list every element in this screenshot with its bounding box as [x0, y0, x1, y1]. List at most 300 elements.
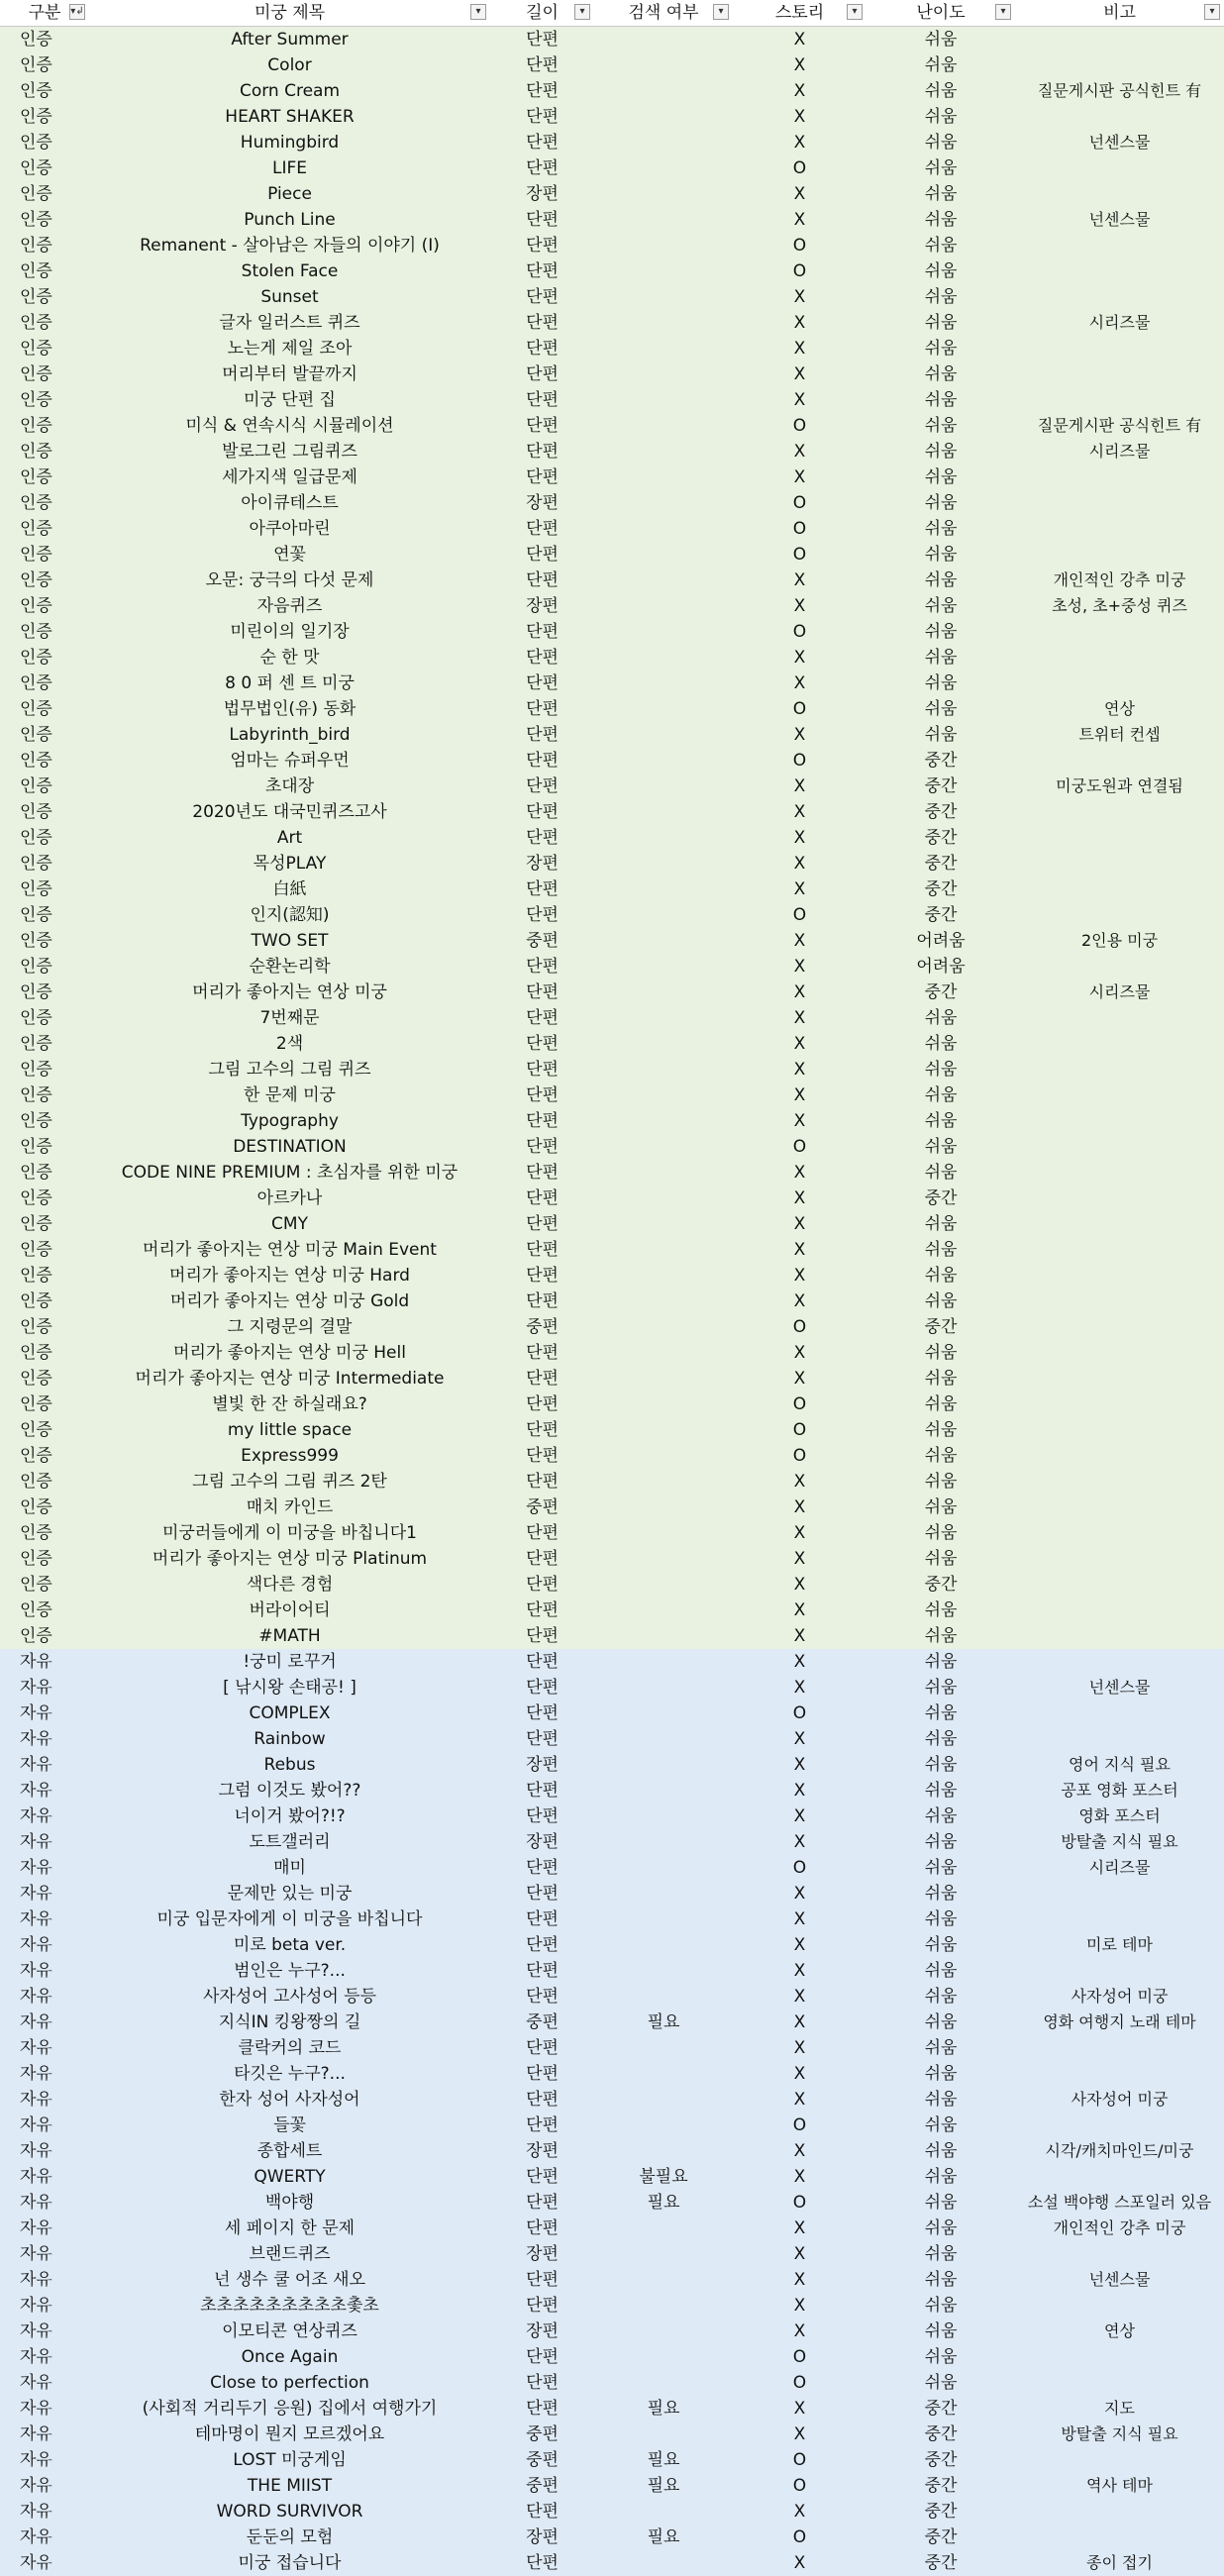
cell-length[interactable]: 단편	[526, 467, 559, 487]
cell-category[interactable]: 인증	[20, 596, 52, 616]
cell-difficulty[interactable]: 중간	[924, 1317, 958, 1337]
cell-search[interactable]	[594, 1700, 733, 1726]
cell-note[interactable]: 질문게시판 공식힌트 有	[1037, 416, 1202, 435]
table-row[interactable]	[0, 1340, 1224, 1366]
cell-note[interactable]: 질문게시판 공식힌트 有	[1037, 81, 1202, 100]
cell-note[interactable]: 개인적인 강추 미궁	[1053, 2218, 1186, 2237]
cell-story[interactable]: X	[793, 1961, 806, 1981]
cell-title[interactable]: 8 0 퍼 센 트 미궁	[225, 673, 355, 693]
cell-title[interactable]: HEART SHAKER	[225, 107, 355, 127]
cell-length[interactable]: 단편	[526, 2064, 559, 2084]
table-row[interactable]	[0, 1494, 1224, 1520]
cell-story[interactable]: O	[792, 751, 807, 771]
cell-story[interactable]: X	[793, 1781, 806, 1801]
cell-title[interactable]: Punch Line	[244, 210, 336, 230]
cell-category[interactable]: 인증	[20, 1214, 52, 1234]
table-row[interactable]	[0, 1932, 1224, 1958]
cell-difficulty[interactable]: 쉬움	[924, 2115, 958, 2135]
cell-difficulty[interactable]: 쉬움	[924, 339, 958, 359]
table-row[interactable]	[0, 593, 1224, 619]
table-row[interactable]	[0, 773, 1224, 799]
table-row[interactable]	[0, 1881, 1224, 1906]
cell-length[interactable]: 중편	[526, 2476, 559, 2496]
cell-category[interactable]: 자유	[20, 1652, 52, 1672]
table-row[interactable]	[0, 2318, 1224, 2344]
cell-note[interactable]: 넌센스물	[1088, 2270, 1151, 2289]
cell-note[interactable]: 개인적인 강추 미궁	[1053, 570, 1186, 589]
cell-category[interactable]: 인증	[20, 1137, 52, 1157]
cell-title[interactable]: Express999	[241, 1446, 339, 1466]
cell-title[interactable]: Close to perfection	[210, 2373, 369, 2393]
cell-length[interactable]: 단편	[526, 1858, 559, 1878]
cell-length[interactable]: 단편	[526, 1626, 559, 1646]
cell-search[interactable]: 필요	[647, 2193, 680, 2213]
cell-category[interactable]: 자유	[20, 1987, 52, 2007]
cell-category[interactable]: 인증	[20, 545, 52, 565]
cell-difficulty[interactable]: 쉬움	[924, 184, 958, 204]
cell-length[interactable]: 단편	[526, 236, 559, 256]
cell-title[interactable]: 미로 beta ver.	[233, 1935, 347, 1955]
cell-category[interactable]: 자유	[20, 2450, 52, 2470]
cell-story[interactable]: O	[792, 545, 807, 565]
cell-note[interactable]: 영화 여행지 노래 테마	[1043, 2012, 1196, 2031]
cell-difficulty[interactable]: 쉬움	[924, 2244, 958, 2264]
cell-difficulty[interactable]: 쉬움	[924, 210, 958, 230]
cell-difficulty[interactable]: 쉬움	[924, 467, 958, 487]
cell-search[interactable]	[594, 78, 733, 104]
cell-title[interactable]: 한자 성어 사자성어	[219, 2090, 360, 2110]
cell-difficulty[interactable]: 쉬움	[924, 1420, 958, 1440]
table-row[interactable]	[0, 670, 1224, 696]
cell-category[interactable]: 인증	[20, 81, 52, 101]
table-row[interactable]	[0, 2447, 1224, 2473]
cell-category[interactable]: 자유	[20, 2399, 52, 2419]
cell-length[interactable]: 단편	[526, 622, 559, 642]
cell-difficulty[interactable]: 쉬움	[924, 1369, 958, 1389]
cell-category[interactable]: 인증	[20, 673, 52, 693]
cell-title[interactable]: 아이큐테스트	[241, 493, 339, 513]
cell-note[interactable]	[1015, 799, 1224, 825]
cell-note[interactable]	[1015, 2061, 1224, 2087]
table-row[interactable]	[0, 902, 1224, 928]
cell-search[interactable]	[594, 645, 733, 670]
cell-title[interactable]: 색다른 경험	[246, 1575, 334, 1595]
cell-length[interactable]: 단편	[526, 1652, 559, 1672]
cell-category[interactable]: 인증	[20, 107, 52, 127]
cell-note[interactable]	[1015, 1597, 1224, 1623]
cell-title[interactable]: CMY	[271, 1214, 308, 1234]
cell-category[interactable]: 자유	[20, 2476, 52, 2496]
cell-story[interactable]: X	[793, 1729, 806, 1749]
cell-search[interactable]	[594, 2344, 733, 2370]
cell-search[interactable]	[594, 1185, 733, 1211]
cell-note[interactable]	[1015, 2241, 1224, 2267]
cell-search[interactable]	[594, 1803, 733, 1829]
table-row[interactable]	[0, 1108, 1224, 1134]
cell-note[interactable]	[1015, 27, 1224, 53]
cell-story[interactable]: X	[793, 1549, 806, 1569]
table-row[interactable]	[0, 104, 1224, 130]
cell-length[interactable]: 중편	[526, 1317, 559, 1337]
table-row[interactable]	[0, 1752, 1224, 1778]
cell-category[interactable]: 인증	[20, 1317, 52, 1337]
cell-length[interactable]: 단편	[526, 1781, 559, 1801]
cell-difficulty[interactable]: 쉬움	[924, 545, 958, 565]
cell-story[interactable]: O	[792, 261, 807, 281]
cell-story[interactable]: X	[793, 2244, 806, 2264]
cell-length[interactable]: 단편	[526, 1214, 559, 1234]
cell-length[interactable]: 단편	[526, 210, 559, 230]
cell-note[interactable]	[1015, 670, 1224, 696]
cell-category[interactable]: 인증	[20, 1008, 52, 1028]
cell-title[interactable]: 연꽃	[273, 545, 306, 565]
cell-search[interactable]	[594, 2267, 733, 2293]
cell-difficulty[interactable]: 쉬움	[924, 2218, 958, 2238]
cell-length[interactable]: 단편	[526, 648, 559, 668]
cell-category[interactable]: 자유	[20, 2373, 52, 2393]
cell-difficulty[interactable]: 쉬움	[924, 2270, 958, 2290]
table-row[interactable]	[0, 722, 1224, 748]
cell-search[interactable]	[594, 516, 733, 542]
table-row[interactable]	[0, 1005, 1224, 1031]
cell-search[interactable]	[594, 1057, 733, 1082]
cell-note[interactable]	[1015, 1494, 1224, 1520]
cell-difficulty[interactable]: 쉬움	[924, 673, 958, 693]
cell-note[interactable]	[1015, 2293, 1224, 2318]
column-header-length[interactable]	[490, 0, 594, 27]
column-header-difficulty[interactable]	[867, 0, 1015, 27]
cell-category[interactable]: 자유	[20, 1858, 52, 1878]
cell-title[interactable]: 매치 카인드	[246, 1497, 334, 1517]
cell-title[interactable]: 그림 고수의 그림 퀴즈 2탄	[192, 1472, 387, 1492]
cell-length[interactable]: 단편	[526, 1163, 559, 1183]
table-row[interactable]	[0, 696, 1224, 722]
cell-difficulty[interactable]: 쉬움	[924, 1008, 958, 1028]
cell-category[interactable]: 인증	[20, 339, 52, 359]
cell-note[interactable]	[1015, 851, 1224, 876]
cell-story[interactable]: X	[793, 2167, 806, 2187]
cell-search[interactable]: 필요	[647, 2476, 680, 2496]
cell-story[interactable]: X	[793, 982, 806, 1002]
cell-title[interactable]: 둔둔의 모험	[246, 2527, 334, 2547]
cell-title[interactable]: 머리가 좋아지는 연상 미궁 Hell	[173, 1343, 406, 1363]
cell-title[interactable]: 법무법인(유) 동화	[223, 699, 357, 719]
cell-search[interactable]	[594, 696, 733, 722]
cell-difficulty[interactable]: 쉬움	[924, 1626, 958, 1646]
table-row[interactable]	[0, 2499, 1224, 2524]
cell-note[interactable]	[1015, 1546, 1224, 1572]
cell-difficulty[interactable]: 쉬움	[924, 416, 958, 436]
cell-story[interactable]: X	[793, 2424, 806, 2444]
cell-note[interactable]	[1015, 1443, 1224, 1469]
table-row[interactable]	[0, 1185, 1224, 1211]
cell-title[interactable]: 머리가 좋아지는 연상 미궁 Hard	[169, 1266, 410, 1286]
cell-story[interactable]: X	[793, 1575, 806, 1595]
cell-title[interactable]: TWO SET	[251, 931, 329, 951]
cell-title[interactable]: 백야행	[264, 2193, 315, 2213]
cell-length[interactable]: 단편	[526, 982, 559, 1002]
table-row[interactable]	[0, 1469, 1224, 1494]
cell-length[interactable]: 단편	[526, 1369, 559, 1389]
cell-search[interactable]	[594, 1288, 733, 1314]
cell-length[interactable]: 장편	[526, 493, 559, 513]
cell-title[interactable]: Humingbird	[240, 133, 340, 153]
cell-length[interactable]: 단편	[526, 1884, 559, 1904]
cell-search[interactable]	[594, 1160, 733, 1185]
cell-title[interactable]: 미식 & 연속시식 시뮬레이션	[185, 416, 394, 436]
table-row[interactable]	[0, 490, 1224, 516]
cell-story[interactable]: O	[792, 1137, 807, 1157]
table-row[interactable]	[0, 567, 1224, 593]
cell-category[interactable]: 인증	[20, 776, 52, 796]
cell-difficulty[interactable]: 중간	[924, 854, 958, 874]
cell-story[interactable]: X	[793, 1214, 806, 1234]
cell-difficulty[interactable]: 쉬움	[924, 2090, 958, 2110]
cell-note[interactable]: 넌센스물	[1088, 133, 1151, 152]
table-row[interactable]	[0, 1778, 1224, 1803]
cell-search[interactable]	[594, 1082, 733, 1108]
cell-title[interactable]: 순 한 맛	[259, 648, 320, 668]
cell-category[interactable]: 인증	[20, 184, 52, 204]
cell-note[interactable]	[1015, 2370, 1224, 2396]
cell-search[interactable]	[594, 1005, 733, 1031]
filter-dropdown-icon[interactable]: ▾	[1204, 4, 1220, 20]
cell-length[interactable]: 장편	[526, 596, 559, 616]
table-row[interactable]	[0, 1700, 1224, 1726]
cell-length[interactable]: 단편	[526, 1549, 559, 1569]
cell-story[interactable]: X	[793, 2218, 806, 2238]
cell-difficulty[interactable]: 쉬움	[924, 236, 958, 256]
cell-category[interactable]: 인증	[20, 1060, 52, 1080]
cell-difficulty[interactable]: 쉬움	[924, 1291, 958, 1311]
cell-search[interactable]: 필요	[647, 2012, 680, 2032]
cell-story[interactable]: X	[793, 596, 806, 616]
cell-length[interactable]: 단편	[526, 1472, 559, 1492]
table-row[interactable]	[0, 2190, 1224, 2215]
cell-note[interactable]	[1015, 464, 1224, 490]
cell-search[interactable]	[594, 1726, 733, 1752]
cell-story[interactable]: X	[793, 107, 806, 127]
cell-length[interactable]: 단편	[526, 2502, 559, 2522]
table-row[interactable]	[0, 78, 1224, 104]
cell-category[interactable]: 인증	[20, 1343, 52, 1363]
table-row[interactable]	[0, 1366, 1224, 1391]
cell-title[interactable]: DESTINATION	[233, 1137, 347, 1157]
cell-title[interactable]: QWERTY	[254, 2167, 326, 2187]
cell-category[interactable]: 인증	[20, 1472, 52, 1492]
cell-category[interactable]: 인증	[20, 1600, 52, 1620]
cell-difficulty[interactable]: 중간	[924, 2476, 958, 2496]
cell-title[interactable]: Labyrinth_bird	[229, 725, 351, 745]
cell-story[interactable]: O	[792, 1858, 807, 1878]
cell-note[interactable]: 역사 테마	[1086, 2476, 1153, 2495]
cell-difficulty[interactable]: 중간	[924, 2450, 958, 2470]
cell-search[interactable]	[594, 2138, 733, 2164]
cell-category[interactable]: 인증	[20, 493, 52, 513]
cell-category[interactable]: 인증	[20, 905, 52, 925]
cell-difficulty[interactable]: 쉬움	[924, 2038, 958, 2058]
cell-category[interactable]: 인증	[20, 1369, 52, 1389]
cell-length[interactable]: 단편	[526, 1034, 559, 1054]
cell-category[interactable]: 자유	[20, 2167, 52, 2187]
cell-note[interactable]	[1015, 2112, 1224, 2138]
cell-difficulty[interactable]: 쉬움	[924, 261, 958, 281]
table-row[interactable]	[0, 825, 1224, 851]
cell-category[interactable]: 인증	[20, 1497, 52, 1517]
cell-story[interactable]: X	[793, 1806, 806, 1826]
cell-search[interactable]	[594, 310, 733, 336]
table-row[interactable]	[0, 2138, 1224, 2164]
cell-search[interactable]	[594, 413, 733, 439]
table-row[interactable]	[0, 799, 1224, 825]
cell-search[interactable]	[594, 2061, 733, 2087]
cell-difficulty[interactable]: 중간	[924, 751, 958, 771]
table-row[interactable]	[0, 2421, 1224, 2447]
table-row[interactable]	[0, 2112, 1224, 2138]
cell-story[interactable]: X	[793, 570, 806, 590]
cell-difficulty[interactable]: 쉬움	[924, 725, 958, 745]
cell-length[interactable]: 단편	[526, 1729, 559, 1749]
cell-note[interactable]	[1015, 1031, 1224, 1057]
cell-note[interactable]: 넌센스물	[1088, 210, 1151, 229]
cell-note[interactable]	[1015, 876, 1224, 902]
table-row[interactable]	[0, 258, 1224, 284]
cell-search[interactable]	[594, 2087, 733, 2112]
cell-title[interactable]: 넌 생수 쿨 어조 새오	[214, 2270, 365, 2290]
cell-note[interactable]	[1015, 2164, 1224, 2190]
cell-title[interactable]: 도트갤러리	[249, 1832, 331, 1852]
cell-note[interactable]	[1015, 1417, 1224, 1443]
cell-difficulty[interactable]: 쉬움	[924, 287, 958, 307]
cell-category[interactable]: 인증	[20, 802, 52, 822]
cell-story[interactable]: X	[793, 2064, 806, 2084]
cell-category[interactable]: 자유	[20, 2038, 52, 2058]
cell-difficulty[interactable]: 쉬움	[924, 1343, 958, 1363]
cell-search[interactable]	[594, 799, 733, 825]
table-row[interactable]	[0, 876, 1224, 902]
cell-category[interactable]: 인증	[20, 854, 52, 874]
cell-story[interactable]: O	[792, 905, 807, 925]
cell-story[interactable]: O	[792, 1703, 807, 1723]
cell-title[interactable]: Rebus	[263, 1755, 316, 1775]
cell-search[interactable]	[594, 258, 733, 284]
cell-title[interactable]: Piece	[267, 184, 312, 204]
cell-difficulty[interactable]: 쉬움	[924, 2347, 958, 2367]
table-row[interactable]	[0, 181, 1224, 207]
cell-story[interactable]: X	[793, 81, 806, 101]
cell-title[interactable]: 브랜드퀴즈	[249, 2244, 331, 2264]
cell-story[interactable]: X	[793, 1987, 806, 2007]
cell-length[interactable]: 단편	[526, 570, 559, 590]
cell-category[interactable]: 인증	[20, 570, 52, 590]
table-row[interactable]	[0, 2293, 1224, 2318]
cell-story[interactable]: X	[793, 1291, 806, 1311]
cell-search[interactable]	[594, 1237, 733, 1263]
cell-category[interactable]: 인증	[20, 1394, 52, 1414]
cell-length[interactable]: 장편	[526, 1832, 559, 1852]
cell-difficulty[interactable]: 중간	[924, 1575, 958, 1595]
cell-note[interactable]: 미궁도원과 연결됨	[1056, 776, 1183, 795]
cell-title[interactable]: 그림 고수의 그림 퀴즈	[208, 1060, 371, 1080]
cell-length[interactable]: 장편	[526, 1755, 559, 1775]
cell-length[interactable]: 단편	[526, 802, 559, 822]
cell-note[interactable]	[1015, 1623, 1224, 1649]
cell-difficulty[interactable]: 쉬움	[924, 1987, 958, 2007]
cell-search[interactable]	[594, 284, 733, 310]
table-row[interactable]	[0, 2344, 1224, 2370]
cell-note[interactable]	[1015, 1958, 1224, 1984]
table-row[interactable]	[0, 1726, 1224, 1752]
cell-difficulty[interactable]: 어려움	[916, 931, 966, 951]
cell-note[interactable]	[1015, 490, 1224, 516]
table-row[interactable]	[0, 2009, 1224, 2035]
cell-title[interactable]: 아쿠아마린	[249, 519, 331, 539]
cell-length[interactable]: 단편	[526, 2399, 559, 2419]
table-row[interactable]	[0, 1288, 1224, 1314]
cell-category[interactable]: 인증	[20, 261, 52, 281]
cell-search[interactable]: 불필요	[639, 2167, 688, 2187]
cell-story[interactable]: X	[793, 1755, 806, 1775]
cell-category[interactable]: 자유	[20, 1755, 52, 1775]
cell-title[interactable]: 초초초초초초초초초촟초	[200, 2296, 379, 2316]
cell-length[interactable]: 단편	[526, 1987, 559, 2007]
cell-note[interactable]	[1015, 336, 1224, 361]
cell-title[interactable]: 머리가 좋아지는 연상 미궁	[192, 982, 387, 1002]
cell-search[interactable]	[594, 1958, 733, 1984]
cell-length[interactable]: 중편	[526, 2012, 559, 2032]
table-row[interactable]	[0, 1417, 1224, 1443]
table-row[interactable]	[0, 2215, 1224, 2241]
cell-title[interactable]: 미궁 접습니다	[238, 2553, 342, 2573]
table-row[interactable]	[0, 2267, 1224, 2293]
cell-category[interactable]: 자유	[20, 1909, 52, 1929]
cell-title[interactable]: 머리가 좋아지는 연상 미궁 Platinum	[152, 1549, 428, 1569]
cell-story[interactable]: O	[792, 1317, 807, 1337]
cell-search[interactable]	[594, 2421, 733, 2447]
cell-length[interactable]: 단편	[526, 1446, 559, 1466]
cell-note[interactable]	[1015, 1726, 1224, 1752]
cell-difficulty[interactable]: 중간	[924, 2527, 958, 2547]
table-row[interactable]	[0, 516, 1224, 542]
table-row[interactable]	[0, 1160, 1224, 1185]
cell-note[interactable]	[1015, 1005, 1224, 1031]
cell-note[interactable]: 넌센스물	[1088, 1678, 1151, 1697]
table-row[interactable]	[0, 1211, 1224, 1237]
cell-category[interactable]: 인증	[20, 158, 52, 178]
column-header-title[interactable]	[89, 0, 490, 27]
cell-category[interactable]: 자유	[20, 2527, 52, 2547]
cell-note[interactable]	[1015, 902, 1224, 928]
cell-category[interactable]: 인증	[20, 1085, 52, 1105]
cell-title[interactable]: 2색	[275, 1034, 304, 1054]
cell-note[interactable]	[1015, 258, 1224, 284]
table-row[interactable]	[0, 1546, 1224, 1572]
cell-note[interactable]: 시리즈물	[1088, 442, 1151, 461]
cell-length[interactable]: 단편	[526, 390, 559, 410]
cell-search[interactable]	[594, 2499, 733, 2524]
cell-note[interactable]: 시리즈물	[1088, 313, 1151, 332]
cell-search[interactable]	[594, 773, 733, 799]
cell-story[interactable]: X	[793, 879, 806, 899]
cell-story[interactable]: X	[793, 1240, 806, 1260]
cell-story[interactable]: X	[793, 1832, 806, 1852]
cell-length[interactable]: 단편	[526, 2167, 559, 2187]
cell-search[interactable]	[594, 1906, 733, 1932]
table-row[interactable]	[0, 27, 1224, 53]
cell-difficulty[interactable]: 쉬움	[924, 2193, 958, 2213]
cell-note[interactable]	[1015, 1237, 1224, 1263]
cell-title[interactable]: 머리부터 발끝까지	[222, 364, 357, 384]
